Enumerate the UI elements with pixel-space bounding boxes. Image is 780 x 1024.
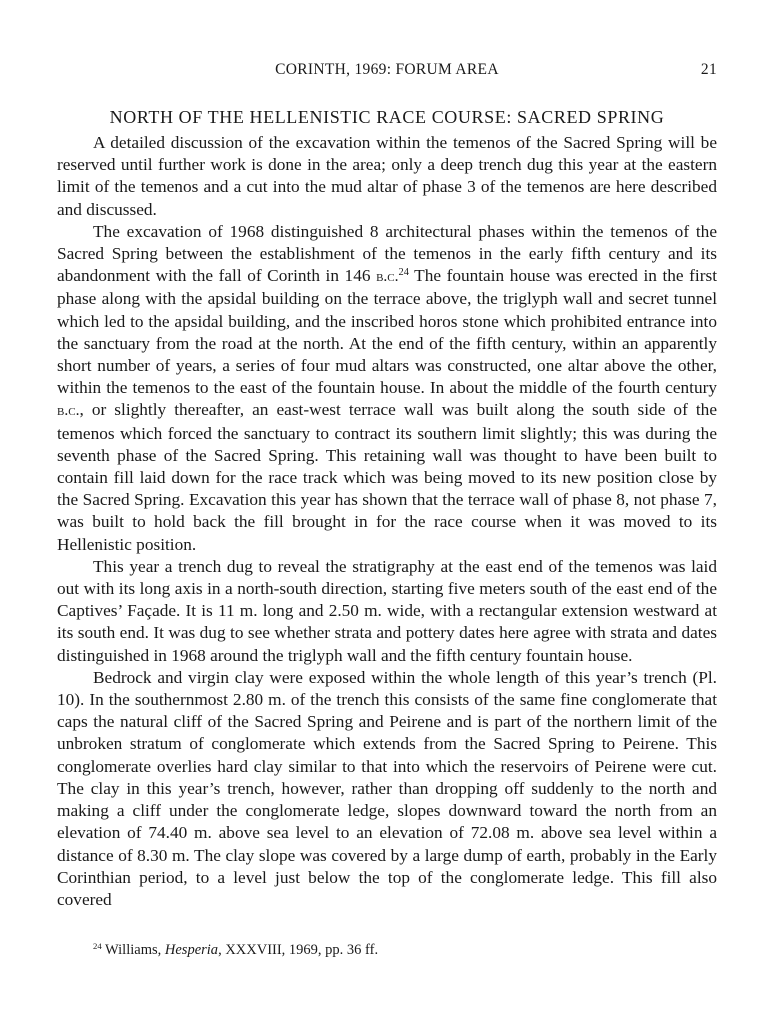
- paragraph-2: [57, 221, 717, 556]
- page-number: 21: [700, 61, 717, 78]
- paragraph-2-text-b: The fountain house was erected in the first phase along with the apsidal building on the terrace above, the triglyph wall and secret tunnel which led to the apsidal building, and the inscribed horos stone which prohibited entrance into the sanctuary from the road at the north. At the end of the fifth century, within an apparently short number of years, a series of four mud altars was constructed, one altar above the other, within the temenos to the east of the fountain house. In about the middle of the fourth century: [57, 266, 718, 398]
- paragraph-2-text-c: , or slightly thereafter, an east-west terrace wall was built along the south side of the temenos which forced the sanctuary to contract its southern limit slightly; this was during the seventh phase of the Sacred Spring. This retaining wall was thought to have been built to contain fill laid down for the race track which was being moved to its new position close by the Sacred Spring. Excavation this year has shown that the terrace wall of phase 8, not phase 7, was built to hold back the fill brought in for the race course when it was moved to its Hellenistic position.: [57, 400, 717, 554]
- bc-abbrev: b.c.: [57, 402, 80, 420]
- footnote-citation: , XXXVIII, 1969, pp. 36 ff.: [218, 942, 379, 958]
- footnote-number: 24: [93, 940, 102, 951]
- paragraph-1: A detailed discussion of the excavation within the temenos of the Sacred Spring will be reserved until further work is done in the area; only a deep trench dug this year at the eastern limit of the temenos and a cut into the mud altar of phase 3 of the temenos are here described and discussed.: [57, 133, 717, 219]
- paragraph-3: This year a trench dug to reveal the stratigraphy at the east end of the temenos was laid out with its long axis in a north-south direction, starting five meters south of the east end of the Captives’ Façade. It is 11 m. long and 2.50 m. wide, with a rectangular extension westward at its south end. It was dug to see whether strata and pottery dates here agree with strata and dates distinguished in 1968 around the triglyph wall and the fifth century fountain house.: [57, 556, 717, 665]
- paragraph-4: Bedrock and virgin clay were exposed within the whole length of this year’s trench (Pl. 10). In the southernmost 2.80 m. of the trench this consists of the same fine conglomerate that caps the natural cliff of the Sacred Spring and Peirene and is part of the northern limit of the unbroken stratum of conglomerate which extends from the Sacred Spring to Peirene. This conglomerate overlies hard clay similar to that into which the reservoirs of Peirene were cut. The clay in this year’s trench, however, rather than dropping off suddenly to the north and making a cliff under the conglomerate ledge, slopes downward toward the north from an elevation of 74.40 m. above sea level to an elevation of 72.08 m. above sea level within a distance of 8.30 m. The clay slope was covered by a large dump of earth, probably in the Early Corinthian period, to a level just below the top of the conglomerate ledge. This fill also covered: [57, 667, 717, 909]
- running-title: CORINTH, 1969: FORUM AREA: [275, 61, 499, 78]
- body-text: [57, 132, 717, 911]
- footnote: [93, 942, 717, 959]
- footnote-ref: 24: [398, 267, 409, 278]
- section-heading: NORTH OF THE HELLENISTIC RACE COURSE: SACRED SPRING: [109, 107, 665, 127]
- bc-abbrev: b.c.: [376, 268, 399, 286]
- paragraph-2-text-a: The excavation of 1968 distinguished 8 architectural phases within the temenos of the Sacred Spring between the establishment of the temenos in the early fifth century and its abandonment with the fall of Corinth in 146: [57, 221, 717, 286]
- running-head: [57, 61, 717, 83]
- footnote-author: Williams,: [101, 942, 165, 958]
- footnote-journal: Hesperia: [164, 942, 219, 958]
